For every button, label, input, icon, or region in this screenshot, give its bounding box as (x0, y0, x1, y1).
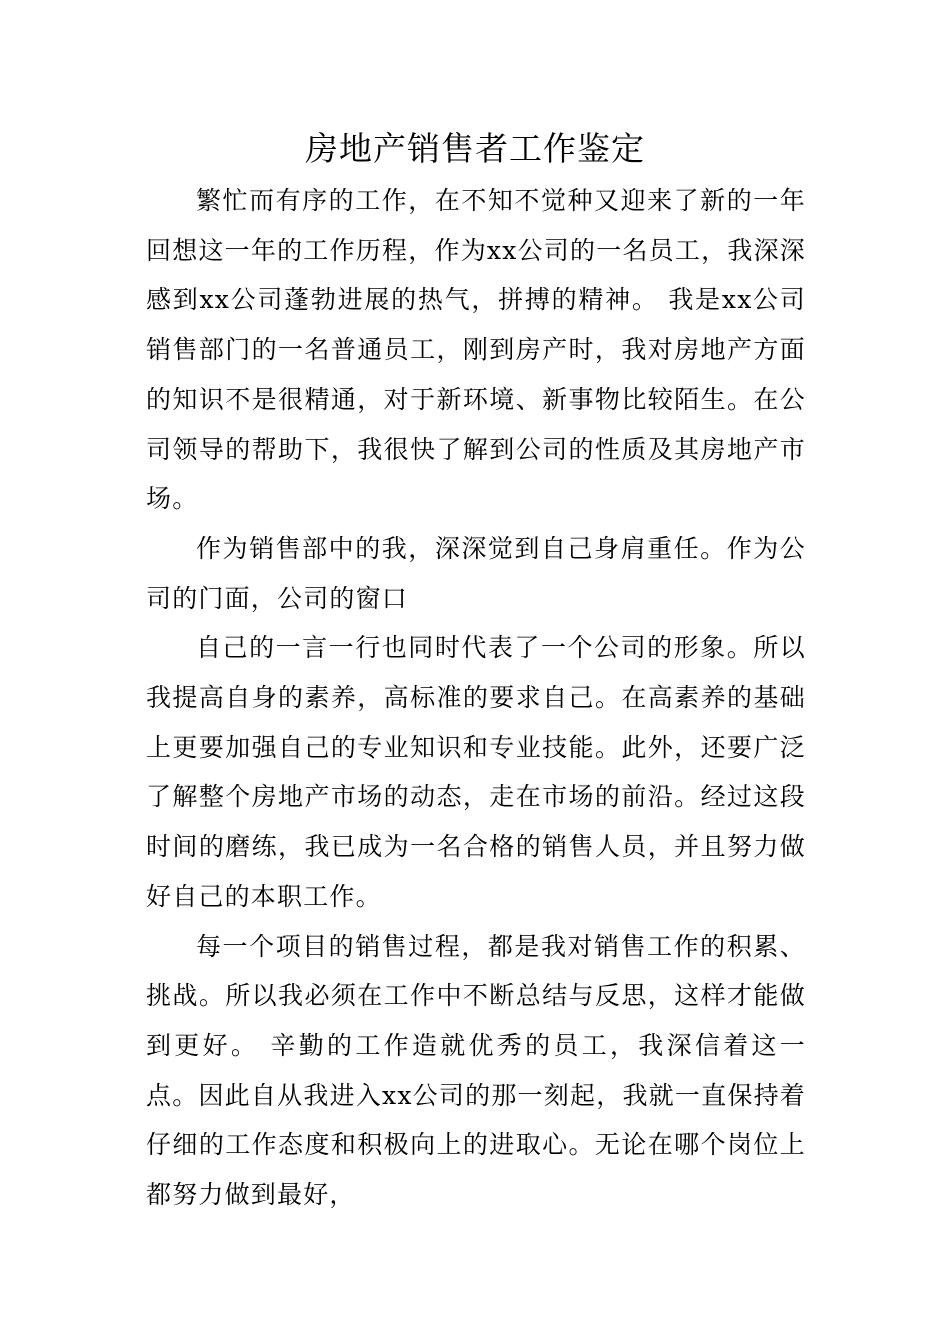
paragraph: 繁忙而有序的工作，在不知不觉种又迎来了新的一年回想这一年的工作历程，作为xx公司的一名员工，我深深感到xx公司蓬勃进展的热气，拼搏的精神。 我是xx公司销售部门的一名普通员工，刚到房产时，我对房地产方面的知识不是很精通，对于新环境、新事物比较陌生。在公司领导的帮助下，我很快了解到公司的性质及其房地产市场。 (146, 186, 806, 514)
paragraph: 作为销售部中的我，深深觉到自己身肩重任。作为公司的门面，公司的窗口 (146, 533, 806, 613)
paragraph: 每一个项目的销售过程，都是我对销售工作的积累、挑战。所以我必须在工作中不断总结与反思，这样才能做到更好。 辛勤的工作造就优秀的员工，我深信着这一点。因此自从我进入xx公司的那一刻起，我就一直保持着仔细的工作态度和积极向上的进取心。无论在哪个岗位上都努力做到最好， (146, 931, 806, 1210)
document-title: 房地产销售者工作鉴定 (305, 129, 645, 168)
document-body (146, 176, 806, 1220)
paragraph: 自己的一言一行也同时代表了一个公司的形象。所以我提高自身的素养，高标准的要求自己。在高素养的基础上更要加强自己的专业知识和专业技能。此外，还要广泛了解整个房地产市场的动态，走在市场的前沿。经过这段时间的磨练，我已成为一名合格的销售人员，并且努力做好自己的本职工作。 (146, 633, 806, 911)
